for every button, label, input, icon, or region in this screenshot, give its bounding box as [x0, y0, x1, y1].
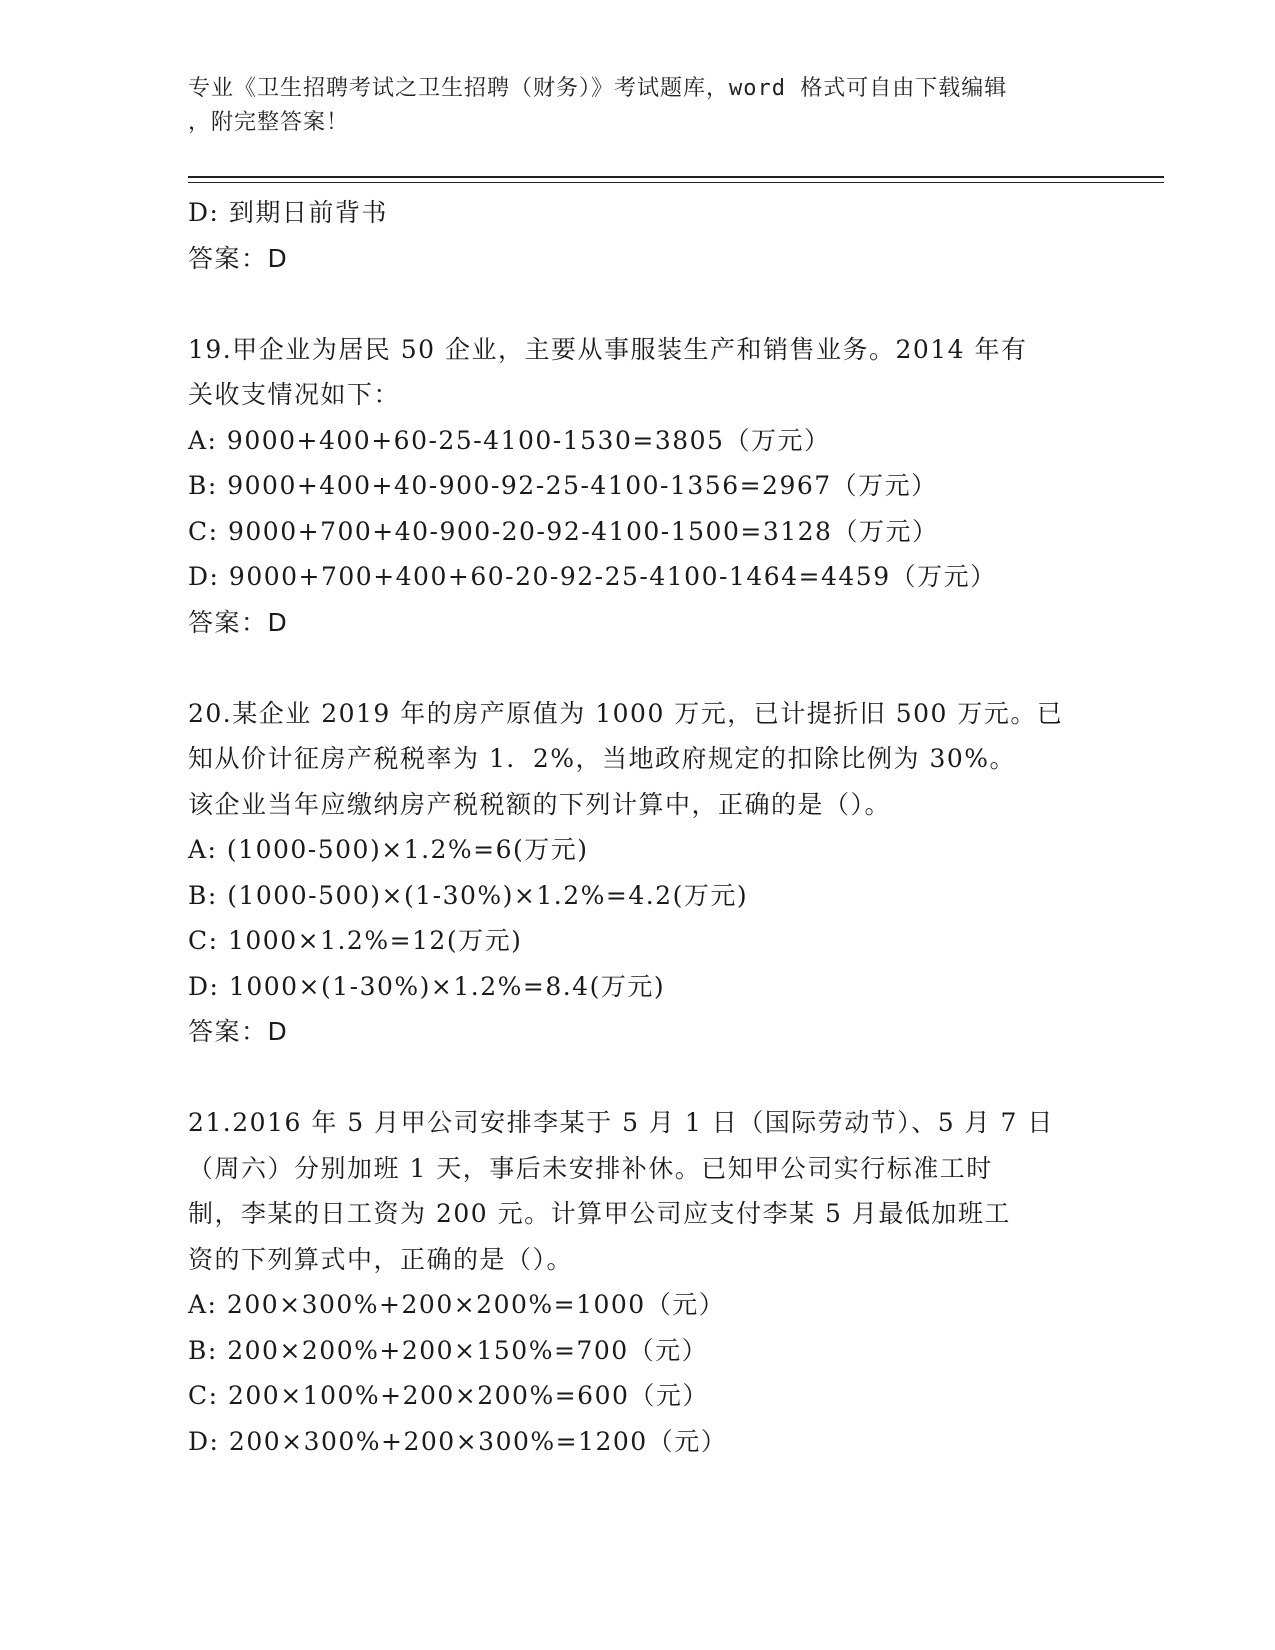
option-b: B: (1000-500)×(1-30%)×1.2%=4.2(万元): [188, 880, 749, 910]
option-a: A: (1000-500)×1.2%=6(万元): [188, 835, 589, 864]
question-19: [188, 327, 1088, 646]
option-a: A: 9000+400+60-25-4100-1530=3805（万元）: [188, 425, 831, 455]
option-d: D: 1000×(1-30%)×1.2%=8.4(万元): [188, 971, 666, 1001]
header-divider-thin: [188, 182, 1164, 183]
prev-question-answer: 答案：D: [188, 243, 289, 273]
spacer: [188, 645, 1088, 691]
question-content: [188, 190, 1088, 1464]
spacer: [188, 281, 1088, 327]
question-stem-line: 资的下列算式中，正确的是（）。: [188, 1244, 574, 1274]
option-d: D: 200×300%+200×300%=1200（元）: [188, 1426, 728, 1456]
document-header: [188, 72, 1088, 140]
option-b: B: 9000+400+40-900-92-25-4100-1356=2967（万元）: [188, 471, 938, 500]
question-20: [188, 691, 1088, 1055]
header-line-2: ，附完整答案！: [188, 110, 350, 135]
option-a: A: 200×300%+200×200%=1000（元）: [188, 1290, 726, 1319]
prev-question-option-d: D: 到期日前背书: [188, 198, 388, 227]
option-d: D: 9000+700+400+60-20-92-25-4100-1464=4459（万元）: [188, 562, 997, 591]
question-21: [188, 1100, 1088, 1464]
question-stem-line: 制，李某的日工资为 200 元。计算甲公司应支付李某 5 月最低加班工: [188, 1199, 1011, 1228]
spacer: [188, 1055, 1088, 1101]
question-stem-line: 知从价计征房产税税率为 1．2%，当地政府规定的扣除比例为 30%。: [188, 744, 1017, 773]
question-stem-line: 该企业当年应缴纳房产税税额的下列计算中，正确的是（）。: [188, 789, 892, 819]
answer: 答案：D: [188, 607, 289, 637]
option-b: B: 200×200%+200×150%=700（元）: [188, 1335, 709, 1365]
option-c: C: 1000×1.2%=12(万元): [188, 926, 523, 955]
question-stem-line: 21.2016 年 5 月甲公司安排李某于 5 月 1 日（国际劳动节）、5 月 7 日: [188, 1108, 1054, 1137]
question-stem-line: 关收支情况如下：: [188, 380, 401, 409]
option-c: C: 200×100%+200×200%=600（元）: [188, 1381, 709, 1410]
question-stem-line: 19.甲企业为居民 50 企业，主要从事服装生产和销售业务。2014 年有: [188, 334, 1028, 364]
header-line-1: 专业《卫生招聘考试之卫生招聘（财务）》考试题库，word 格式可自由下载编辑: [188, 76, 1008, 101]
question-stem-line: 20.某企业 2019 年的房产原值为 1000 万元，已计提折旧 500 万元。已: [188, 698, 1064, 728]
question-stem-line: （周六）分别加班 1 天，事后未安排补休。已知甲公司实行标准工时: [188, 1153, 993, 1183]
answer: 答案：D: [188, 1017, 289, 1046]
header-divider-thick: [188, 176, 1164, 178]
option-c: C: 9000+700+40-900-20-92-4100-1500=3128（万元）: [188, 516, 939, 546]
